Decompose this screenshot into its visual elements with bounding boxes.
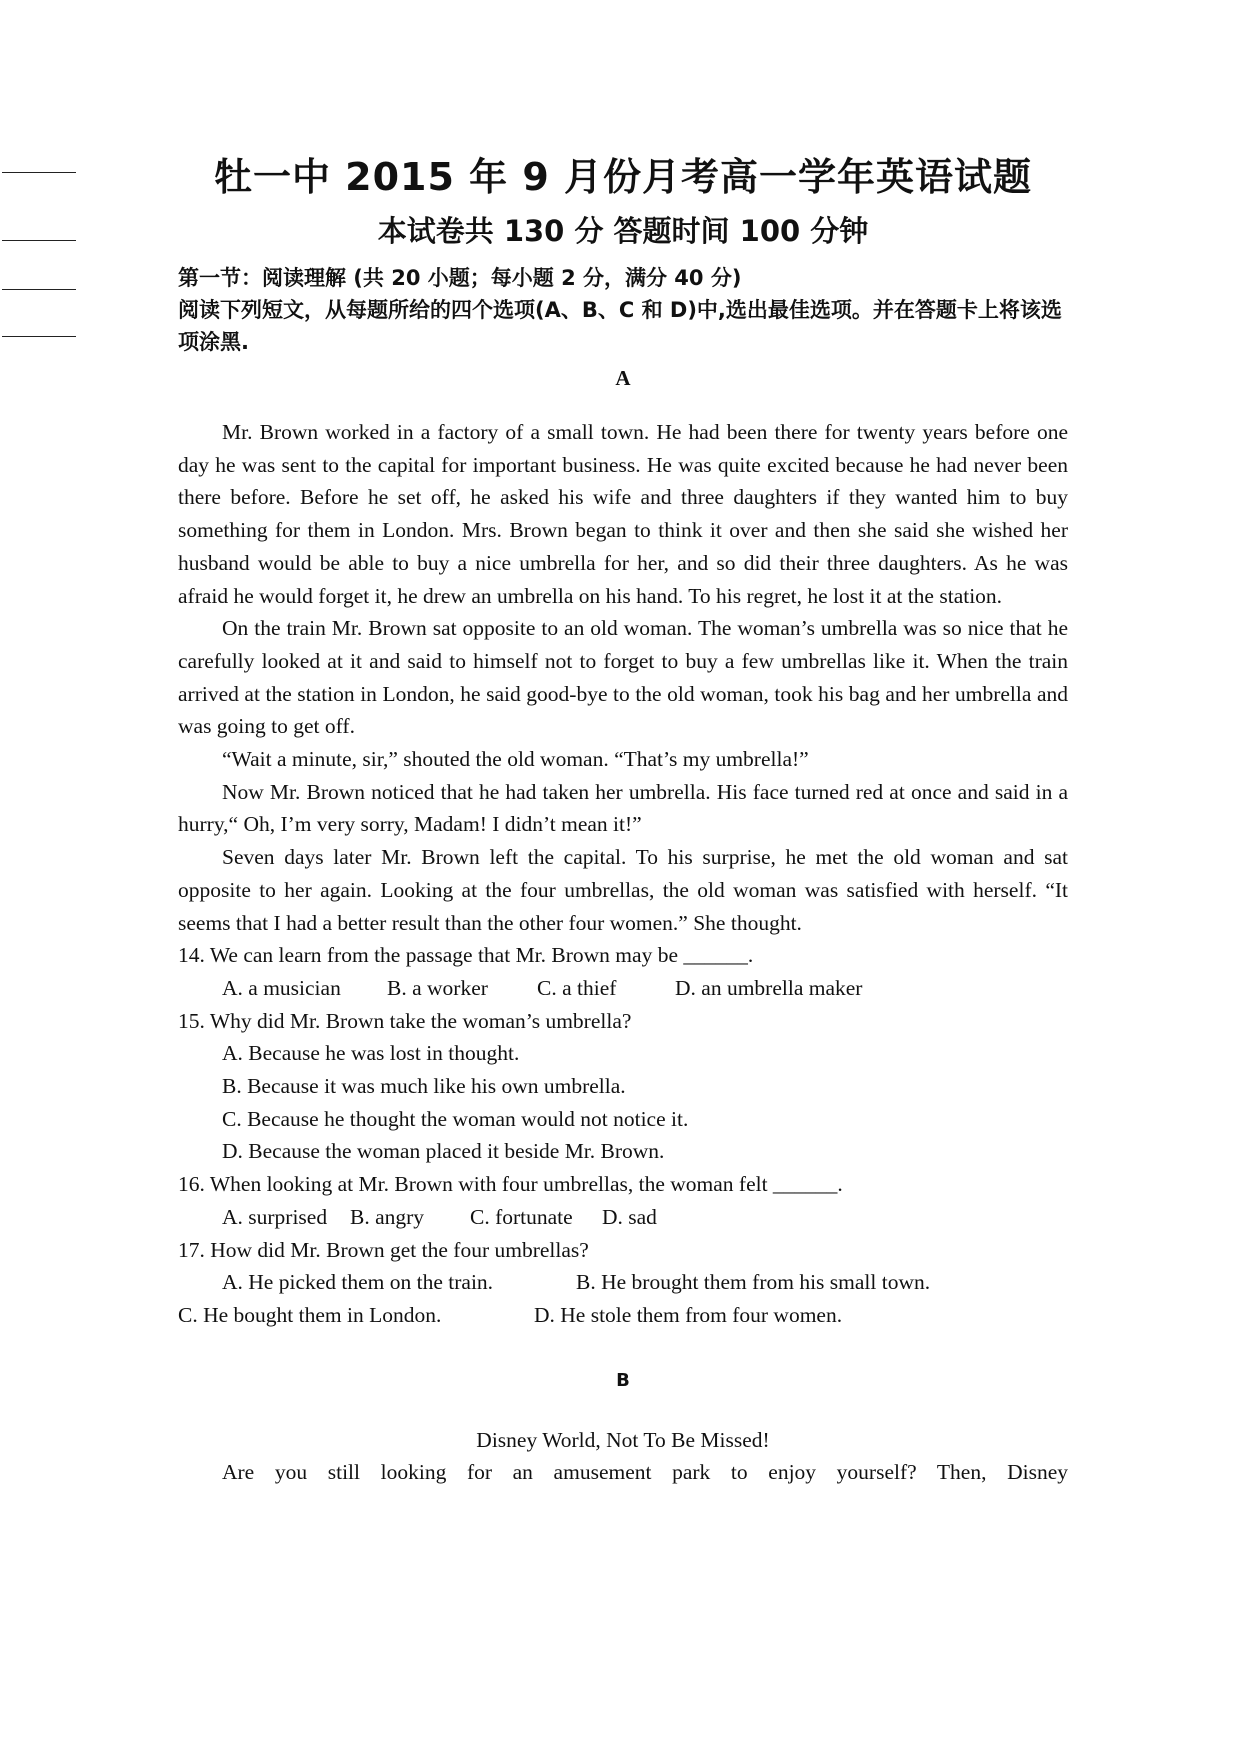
option-b: B. angry [350, 1204, 425, 1229]
exam-title: 牡一中 2015 年 9 月份月考高一学年英语试题 [213, 155, 1033, 199]
option-a: A. a musician [222, 975, 341, 1000]
option-d: D. He stole them from four women. [534, 1302, 843, 1327]
passage-paragraph: On the train Mr. Brown sat opposite to an old woman. The woman’s umbrella was so nice that he carefully looked at it and said to himself not to forget to buy a few umbrellas like it. When the train arrived at the station in London, he said good-bye to the old woman, took his bag and her umbrella and was going to get off. [178, 616, 1068, 739]
options-row [178, 972, 1068, 1005]
passage-paragraph: Now Mr. Brown noticed that he had taken her umbrella. His face turned red at once and said in a hurry,“ Oh, I’m very sorry, Madam! I didn’t mean it!” [178, 779, 1068, 837]
option-b: B. He brought them from his small town. [576, 1270, 931, 1295]
questions-a [178, 939, 1068, 1331]
binding-margin-lines [0, 0, 80, 360]
margin-line [2, 336, 76, 337]
question-stem: 16. When looking at Mr. Brown with four umbrellas, the woman felt ______. [178, 1172, 843, 1197]
question-14 [178, 939, 1068, 1004]
margin-line [2, 240, 76, 241]
option-b: B. a worker [387, 975, 488, 1000]
options-row [178, 1266, 1068, 1299]
option-a: A. Because he was lost in thought. [222, 1041, 520, 1066]
margin-line [2, 172, 76, 173]
question-16 [178, 1168, 1068, 1233]
option-d: D. an umbrella maker [675, 975, 863, 1000]
question-stem: 14. We can learn from the passage that Mr. Brown may be ______. [178, 943, 754, 968]
passage-paragraph: “Wait a minute, sir,” shouted the old woman. “That’s my umbrella!” [222, 747, 809, 772]
option-d: D. Because the woman placed it beside Mr. Brown. [222, 1139, 665, 1164]
margin-line [2, 289, 76, 290]
question-stem: 15. Why did Mr. Brown take the woman’s umbrella? [178, 1008, 632, 1033]
option-b: B. Because it was much like his own umbrella. [222, 1074, 626, 1099]
section-instructions: 阅读下列短文，从每题所给的四个选项(A、B、C 和 D)中,选出最佳选项。并在答题卡上将该选项涂黑. [178, 298, 1062, 354]
option-c: C. a thief [537, 975, 617, 1000]
passage-a [178, 416, 1068, 939]
option-a: A. surprised [222, 1204, 328, 1229]
options-list [178, 1037, 1068, 1168]
exam-subtitle: 本试卷共 130 分 答题时间 100 分钟 [377, 214, 869, 248]
question-15 [178, 1005, 1068, 1169]
options-row [178, 1299, 1068, 1332]
option-c: C. fortunate [470, 1204, 573, 1229]
passage-paragraph: Seven days later Mr. Brown left the capital. To his surprise, he met the old woman and sat opposite to her again. Looking at the four umbrellas, the old woman was satisfied with herself. “It seems that I had a better result than the other four women.” She thought. [178, 845, 1068, 935]
part-a-label: A [615, 366, 631, 390]
section-heading: 第一节：阅读理解 (共 20 小题；每小题 2 分，满分 40 分) [178, 266, 742, 290]
passage-paragraph: Mr. Brown worked in a factory of a small town. He had been there for twenty years before one day he was sent to the capital for important business. He was quite excited because he had never been there before. Before he set off, he asked his wife and three daughters if they wanted him to buy something for them in London. Mrs. Brown began to think it over and then she said she wished her husband would be able to buy a nice umbrella for her, and so did their three daughters. As he was afraid he would forget it, he drew an umbrella on his hand. To his regret, he lost it at the station. [178, 420, 1068, 608]
passage-b-title: Disney World, Not To Be Missed! [476, 1427, 770, 1452]
question-17 [178, 1234, 1068, 1332]
question-stem: 17. How did Mr. Brown get the four umbrellas? [178, 1237, 589, 1262]
options-row [178, 1201, 1068, 1234]
option-d: D. sad [602, 1204, 657, 1229]
exam-page [178, 150, 1068, 1488]
passage-b-first-line: Are you still looking for an amusement park to enjoy yourself? Then, Disney [222, 1459, 1068, 1484]
option-c: C. He bought them in London. [178, 1302, 442, 1327]
option-c: C. Because he thought the woman would not notice it. [222, 1106, 689, 1131]
part-b-label: B [616, 1369, 630, 1391]
option-a: A. He picked them on the train. [222, 1270, 494, 1295]
